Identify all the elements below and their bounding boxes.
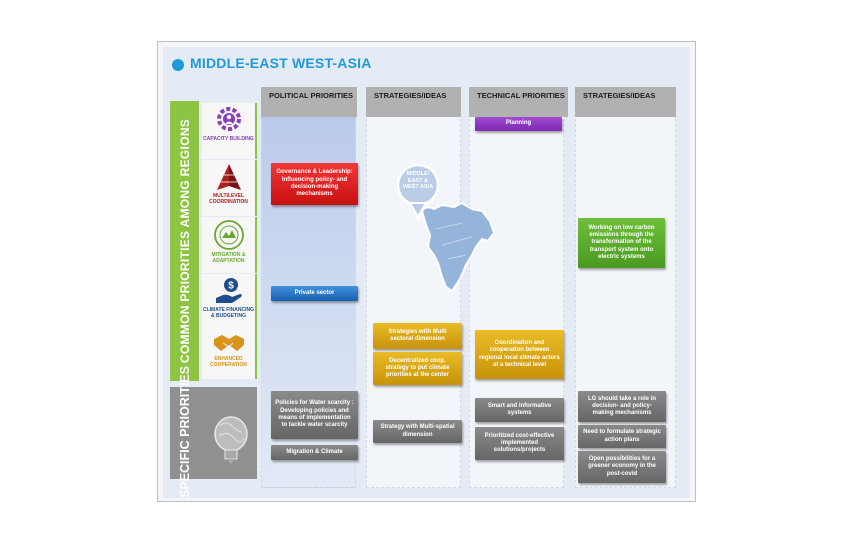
svg-text:$: $ [227, 280, 234, 292]
box-cost-effective: Prioritized cost-effective implemented solutions/projects [475, 427, 564, 460]
header-technical-priorities: TECHNICAL PRIORITIES [469, 87, 568, 117]
box-greener-economy: Open possibilities for a greener economy in the post-covid [578, 451, 666, 483]
indicator-label: CAPACITY BUILDING [203, 136, 254, 142]
pyramid-icon [213, 162, 245, 192]
handshake-icon [213, 329, 245, 355]
box-multi-sectoral: Strategies with Multi sectoral dimension [373, 323, 462, 349]
box-strategic-plans: Need to formulate strategic action plans [578, 425, 666, 448]
indicator-multilevel-coordination [202, 160, 257, 216]
box-planning: Planning [475, 117, 562, 131]
indicator-label: MULTILEVEL COORDINATION [209, 193, 248, 205]
capacity-gear-icon [213, 105, 245, 135]
box-low-carbon: Working on low carbon emissions through the transformation of the transport system onto electric systems [578, 218, 665, 268]
page-title: MIDDLE-EAST WEST-ASIA [190, 55, 372, 71]
header-strategies-ideas-1: STRATEGIES/IDEAS [366, 87, 461, 117]
box-private-sector: Private sector [271, 286, 358, 301]
indicator-climate-financing [202, 274, 257, 330]
header-strategies-ideas-2: STRATEGIES/IDEAS [575, 87, 676, 117]
box-decentralized: Decentralized coop. strategy to put climate priorities at the center [373, 352, 462, 385]
box-migration: Migration & Climate [271, 445, 358, 460]
earth-icon [213, 219, 245, 251]
title-bullet-icon [172, 59, 184, 71]
box-multi-spatial: Strategy with Multi-spatial dimension [373, 420, 462, 443]
indicator-label: CLIMATE FINANCING & BUDGETING [202, 307, 254, 319]
indicator-label: ENHANCED COOPERATION [210, 356, 247, 368]
specific-priorities-label: SPECIFIC PRIORITIES [178, 366, 192, 498]
indicator-label: MITIGATION & ADAPTATION [211, 252, 246, 264]
indicator-enhanced-cooperation [202, 327, 257, 379]
indicator-capacity-building [202, 103, 257, 159]
box-water-scarcity: Policies for Water scarcity : Developing policies and means of implementation to tackle water scarcity [271, 391, 358, 439]
lightbulb-icon [212, 412, 250, 468]
header-political-priorities: POLITICAL PRIORITIES [261, 87, 357, 117]
common-priorities-label: COMMON PRIORITIES AMONG REGIONS [178, 118, 192, 364]
box-governance: Governance & Leadership: Influencing policy- and decision-making mechanisms [271, 163, 358, 205]
money-hand-icon [213, 276, 245, 306]
indicator-mitigation-adaptation [202, 217, 257, 273]
map-label: MIDDLE/ EAST & WEST ASIA [402, 171, 434, 190]
box-lg-role: LG should take a role in decision- and policy-making mechanisms [578, 391, 666, 422]
box-coordination: Coordination and cooperation between regional local climate actors at a technical level [475, 330, 564, 379]
box-smart-systems: Smart and informative systems [475, 398, 564, 422]
